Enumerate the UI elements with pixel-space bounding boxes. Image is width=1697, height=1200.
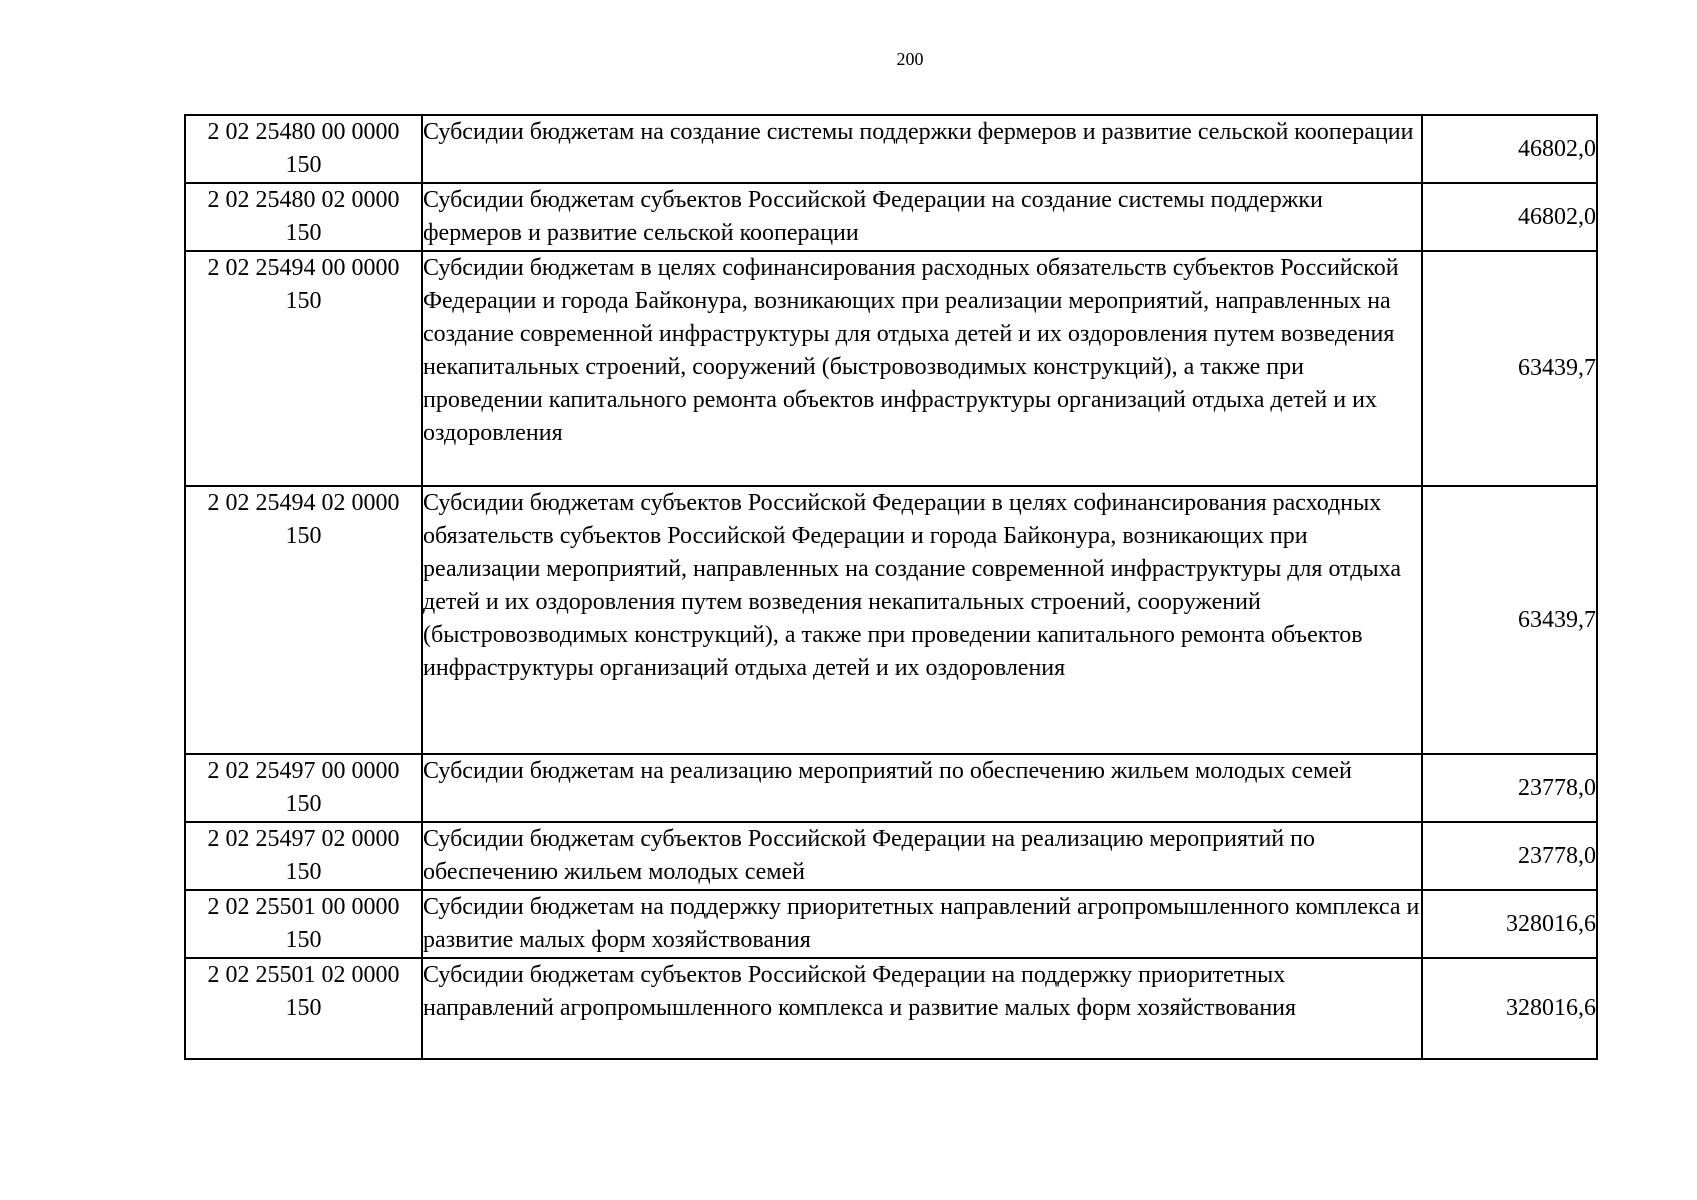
budget-code-cell (185, 754, 422, 822)
revenue-name-cell: Субсидии бюджетам субъектов Российской Федерации на реализацию мероприятий по обеспечению жильем молодых семей (422, 822, 1422, 890)
table-row (185, 754, 1597, 822)
amount-cell: 23778,0 (1422, 754, 1597, 822)
budget-code-cell (185, 822, 422, 890)
amount-cell: 63439,7 (1422, 486, 1597, 754)
revenue-name-cell: Субсидии бюджетам субъектов Российской Федерации на создание системы поддержки фермеров и развитие сельской кооперации (422, 183, 1422, 251)
budget-code-suffix: 150 (285, 220, 322, 246)
revenue-name-cell: Субсидии бюджетам субъектов Российской Федерации на поддержку приоритетных направлений агропромышленного комплекса и развитие малых форм хозяйствования (422, 958, 1422, 1059)
budget-code-cell (185, 958, 422, 1059)
revenue-name-cell: Субсидии бюджетам в целях софинансирования расходных обязательств субъектов Российской Федерации и города Байконура, возникающих при реализации мероприятий, направленных на создание современной инфраструктуры для отдыха детей и их оздоровления путем возведения некапитальных строений, сооружений (быстровозводимых конструкций), а также при проведении капитального ремонта объектов инфраструктуры организаций отдыха детей и их оздоровления (422, 251, 1422, 486)
amount-cell: 23778,0 (1422, 822, 1597, 890)
amount-cell: 328016,6 (1422, 958, 1597, 1059)
table-row (185, 822, 1597, 890)
table-row (185, 251, 1597, 486)
budget-code-cell (185, 251, 422, 486)
budget-code-cell (185, 183, 422, 251)
budget-code-suffix: 150 (285, 288, 322, 314)
budget-code-suffix: 150 (285, 523, 322, 549)
budget-code-suffix: 150 (285, 927, 322, 953)
table-row (185, 486, 1597, 754)
budget-code-suffix: 150 (285, 859, 322, 885)
revenue-name-cell: Субсидии бюджетам на поддержку приоритетных направлений агропромышленного комплекса и развитие малых форм хозяйствования (422, 890, 1422, 958)
budget-code: 2 02 25480 02 0000 (207, 187, 400, 213)
table-row (185, 115, 1597, 183)
budget-code: 2 02 25494 02 0000 (207, 490, 400, 516)
budget-code-suffix: 150 (285, 152, 322, 178)
page-number: 200 (896, 49, 924, 69)
budget-code: 2 02 25497 02 0000 (207, 826, 400, 852)
budget-code: 2 02 25497 00 0000 (207, 758, 400, 784)
budget-code-cell (185, 890, 422, 958)
table-row (185, 183, 1597, 251)
budget-code-cell (185, 115, 422, 183)
budget-code: 2 02 25494 00 0000 (207, 255, 400, 281)
budget-code: 2 02 25501 02 0000 (207, 962, 400, 988)
amount-cell: 46802,0 (1422, 115, 1597, 183)
amount-cell: 46802,0 (1422, 183, 1597, 251)
budget-code-suffix: 150 (285, 995, 322, 1021)
amount-cell: 63439,7 (1422, 251, 1597, 486)
revenue-name-cell: Субсидии бюджетам субъектов Российской Федерации в целях софинансирования расходных обязательств субъектов Российской Федерации и города Байконура, возникающих при реализации мероприятий, направленных на создание современной инфраструктуры для отдыха детей и их оздоровления путем возведения некапитальных строений, сооружений (быстровозводимых конструкций), а также при проведении капитального ремонта объектов инфраструктуры организаций отдыха детей и их оздоровления (422, 486, 1422, 754)
table-row (185, 958, 1597, 1059)
revenue-name-cell: Субсидии бюджетам на создание системы поддержки фермеров и развитие сельской кооперации (422, 115, 1422, 183)
table-row (185, 890, 1597, 958)
budget-revenue-table (184, 114, 1598, 1060)
budget-code-cell (185, 486, 422, 754)
revenue-name-cell: Субсидии бюджетам на реализацию мероприятий по обеспечению жильем молодых семей (422, 754, 1422, 822)
budget-code: 2 02 25501 00 0000 (207, 894, 400, 920)
amount-cell: 328016,6 (1422, 890, 1597, 958)
budget-code: 2 02 25480 00 0000 (207, 119, 400, 145)
budget-code-suffix: 150 (285, 791, 322, 817)
